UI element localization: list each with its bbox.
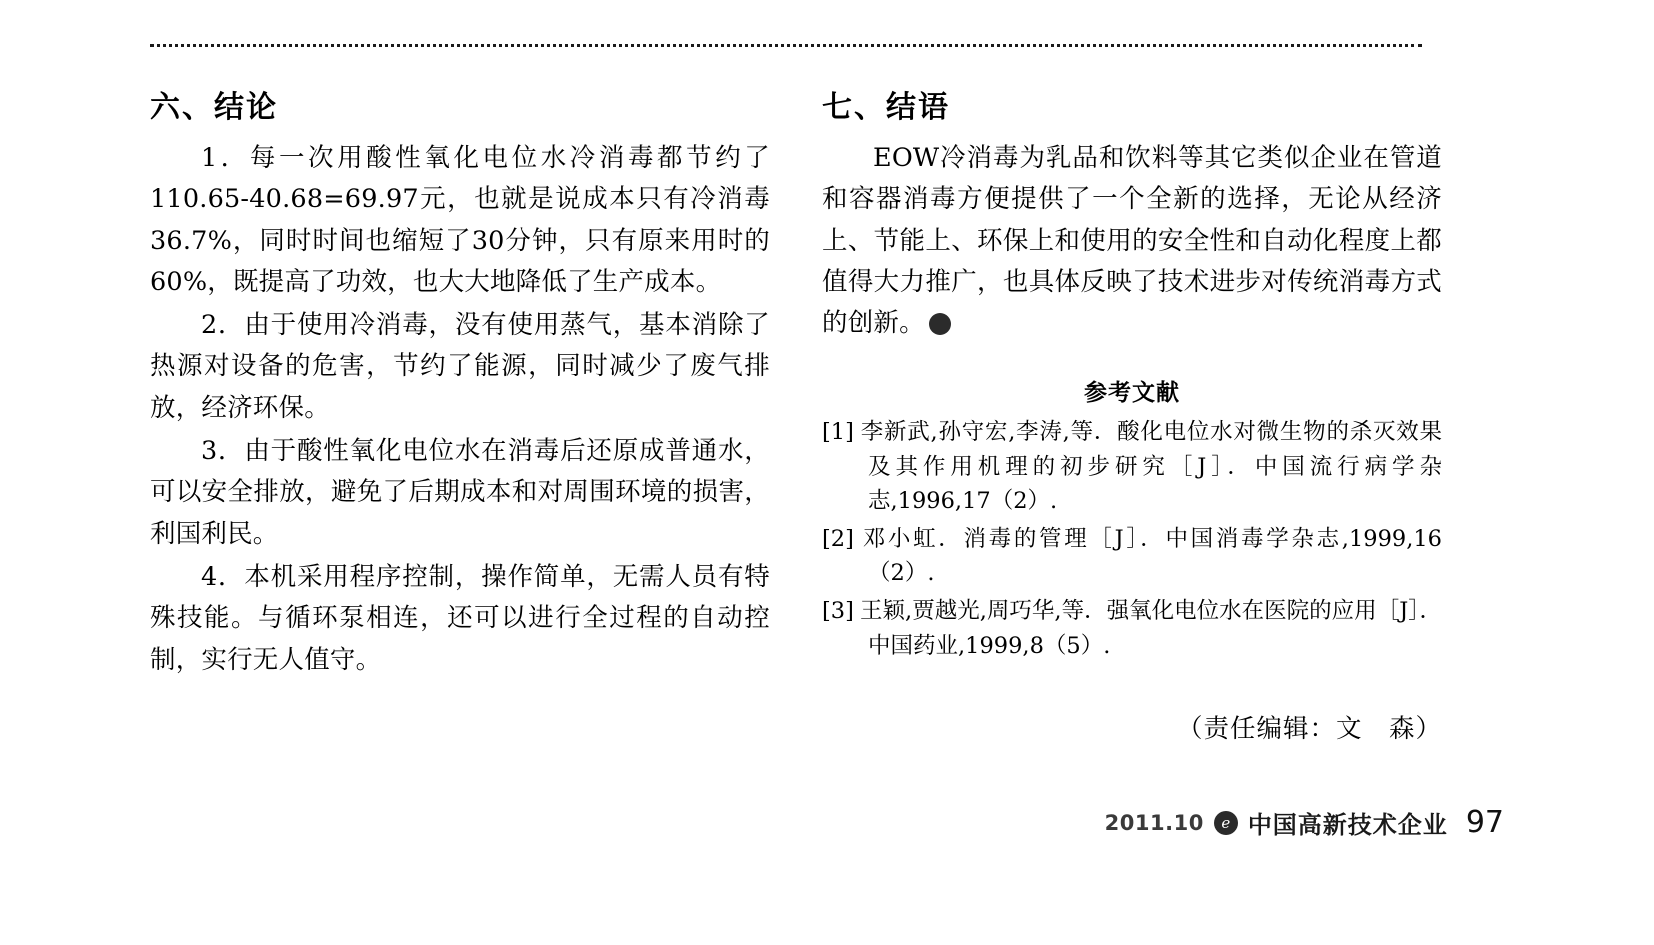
paragraph-conclusion-2: 2．由于使用冷消毒，没有使用蒸气，基本消除了热源对设备的危害，节约了能源，同时减少了废气排放，经济环保。 (150, 310, 770, 423)
paragraph-conclusion-1: 1．每一次用酸性氧化电位水冷消毒都节约了110.65-40.68=69.97元，也就是说成本只有冷消毒36.7%，同时时间也缩短了30分钟，只有原来用时的60%，既提高了功效，也大大地降低了生产成本。 (150, 143, 770, 297)
references-heading: 参考文献 (1084, 380, 1180, 407)
reference-tag: [2] (822, 526, 854, 553)
two-column-body (150, 90, 1442, 790)
journal-logo-icon: e (1214, 811, 1238, 835)
paragraph-epilogue (822, 138, 1442, 344)
footer-issue-date: 2011.10 (1104, 810, 1204, 835)
paragraph-conclusion-3: 3．由于酸性氧化电位水在消毒后还原成普通水，可以安全排放，避免了后期成本和对周围环境的损害，利国利民。 (150, 436, 770, 549)
footer-journal-name: 中国高新技术企业 (1247, 811, 1448, 839)
section-title-epilogue: 七、结语 (822, 90, 950, 125)
paragraph-epilogue-text: EOW冷消毒为乳品和饮料等其它类似企业在管道和容器消毒方便提供了一个全新的选择，无论从经济上、节能上、环保上和使用的安全性和自动化程度上都值得大力推广，也具体反映了技术进步对传统消毒方式的创新。 (822, 143, 1442, 339)
right-column (822, 90, 1442, 745)
article-end-mark-icon: e (929, 313, 951, 335)
reference-item (822, 415, 1442, 518)
reference-text: 邓小虹．消毒的管理［J］．中国消毒学杂志,1999,16（2）. (860, 526, 1442, 587)
reference-text: 王颖,贾越光,周巧华,等．强氧化电位水在医院的应用［J］．中国药业,1999,8（5）. (860, 598, 1442, 659)
left-column (150, 90, 770, 683)
section-title-conclusion: 六、结论 (150, 90, 278, 125)
reference-item (822, 522, 1442, 590)
footer-page-number: 97 (1465, 805, 1504, 840)
dotted-divider-rule (150, 44, 1422, 47)
paragraph-conclusion-4: 4．本机采用程序控制，操作简单，无需人员有特殊技能。与循环泵相连，还可以进行全过程的自动控制，实行无人值守。 (150, 561, 770, 675)
responsible-editor-line: （责任编辑：文 森） (1176, 713, 1442, 744)
reference-tag: [3] (822, 598, 854, 625)
reference-item (822, 594, 1442, 662)
page-footer (1105, 805, 1504, 840)
reference-tag: [1] (822, 419, 854, 446)
reference-text: 李新武,孙守宏,李涛,等．酸化电位水对微生物的杀灭效果及其作用机理的初步研究［J］．中国流行病学杂志,1996,17（2）. (860, 419, 1442, 514)
